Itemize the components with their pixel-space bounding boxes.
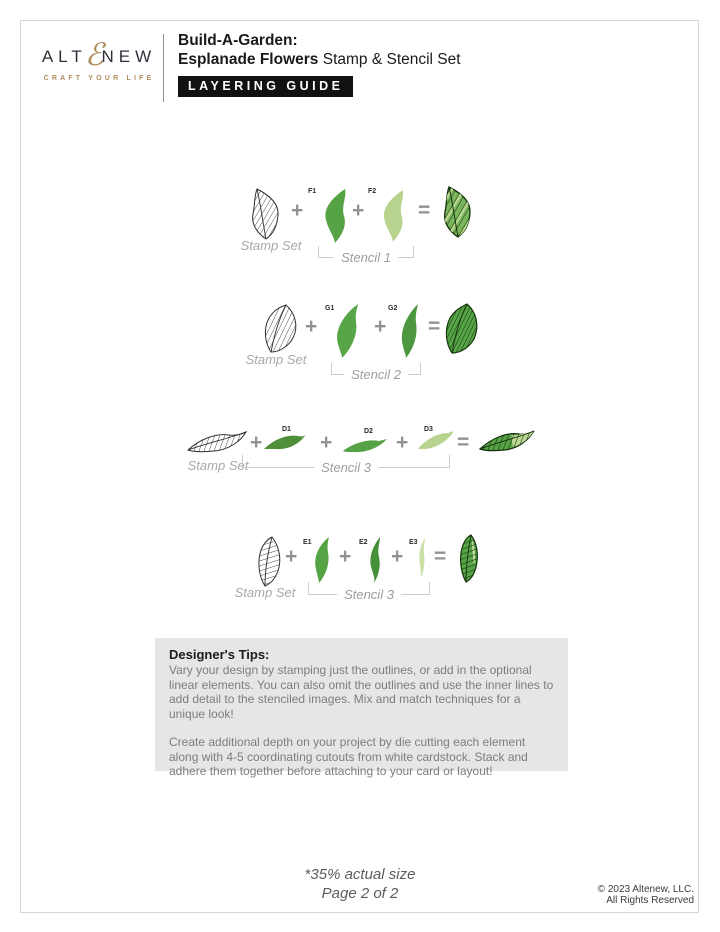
stencil-piece-label: E1	[303, 539, 312, 546]
logo-prefix: ALT	[41, 47, 87, 66]
stencil-piece-label: E2	[359, 539, 368, 546]
logo-tagline: CRAFT YOUR LIFE	[43, 75, 155, 82]
stencil-piece-label: G2	[388, 305, 398, 312]
copyright-line2: All Rights Reserved	[606, 895, 694, 906]
stencil-bracket	[308, 582, 430, 602]
stencil-piece-label: G1	[325, 305, 335, 312]
tips-heading: Designer's Tips:	[169, 647, 270, 662]
stencil-piece-label: F1	[308, 188, 317, 195]
stamp-set-label: Stamp Set	[240, 238, 302, 253]
stencil-layer-icon	[311, 537, 333, 583]
stencil-bracket	[318, 246, 414, 265]
stencil-layer-icon	[394, 304, 422, 358]
result-leaf-icon	[442, 303, 482, 357]
logo-wordmark	[38, 34, 160, 73]
stencil-label: Stencil 3	[314, 460, 378, 475]
stamp-set-label: Stamp Set	[234, 585, 296, 600]
result-leaf-icon	[478, 428, 536, 456]
result-leaf-icon	[435, 184, 479, 240]
plus-sign: +	[305, 315, 318, 338]
stencil-layer-icon	[366, 537, 384, 583]
stamp-set-label: Stamp Set	[187, 458, 249, 473]
footer-center	[250, 865, 470, 903]
stencil-piece-label: D1	[282, 426, 291, 433]
header-divider	[163, 34, 164, 102]
stencil-layer-icon	[262, 431, 308, 453]
logo-script-e-icon: ℰ	[84, 37, 104, 73]
title-rest: Stamp & Stencil Set	[318, 51, 461, 68]
equals-sign: =	[418, 199, 431, 222]
logo-suffix: NEW	[101, 47, 157, 66]
header-title-block	[178, 31, 461, 97]
plus-sign: +	[374, 315, 387, 338]
stencil-label: Stencil 3	[337, 587, 401, 602]
page-number: Page 2 of 2	[321, 885, 399, 902]
stencil-layer-icon	[373, 189, 415, 243]
stencil-label: Stencil 1	[334, 250, 398, 265]
altenew-logo	[38, 34, 160, 82]
plus-sign: +	[352, 199, 365, 222]
stencil-bracket	[331, 363, 421, 382]
stencil-layer-icon	[329, 304, 363, 358]
stencil-bracket	[242, 455, 450, 475]
page-title-line1: Build-A-Garden:	[178, 32, 298, 49]
plus-sign: +	[250, 431, 263, 454]
equals-sign: =	[428, 315, 441, 338]
stamp-leaf-icon	[251, 537, 285, 587]
copyright-line1: © 2023 Altenew, LLC.	[597, 884, 694, 895]
stencil-layer-icon	[416, 538, 428, 578]
plus-sign: +	[396, 431, 409, 454]
title-bold: Esplanade Flowers	[178, 51, 319, 68]
stamp-leaf-icon	[260, 304, 302, 354]
scale-note: *35% actual size	[304, 866, 416, 883]
result-leaf-icon	[455, 535, 481, 583]
stencil-layer-icon	[341, 437, 389, 455]
layering-guide-badge: LAYERING GUIDE	[178, 76, 353, 97]
tips-paragraph-2: Create additional depth on your project by die cutting each element along with 4-5 coordinating cutouts from white cardstock. Stack and adhere them together before attaching to your card or layout!	[169, 735, 528, 778]
tips-paragraph-1: Vary your design by stamping just the outlines, or add in the optional linear elements. You can also omit the outlines and use the inner lines to add detail to the stenciled images. Mix and match techniques for a unique look!	[169, 663, 554, 721]
equals-sign: =	[457, 431, 470, 454]
plus-sign: +	[291, 199, 304, 222]
plus-sign: +	[285, 545, 298, 568]
stamp-leaf-icon	[243, 187, 287, 241]
stencil-piece-label: F2	[368, 188, 377, 195]
page-title-line2	[178, 50, 461, 69]
designers-tips-box	[155, 638, 568, 778]
stamp-set-label: Stamp Set	[245, 352, 307, 367]
stencil-label: Stencil 2	[344, 367, 408, 382]
stamp-leaf-icon	[186, 429, 248, 457]
plus-sign: +	[339, 545, 352, 568]
stencil-piece-label: D3	[424, 426, 433, 433]
equals-sign: =	[434, 545, 447, 568]
stencil-piece-label: E3	[409, 539, 418, 546]
plus-sign: +	[391, 545, 404, 568]
copyright	[598, 884, 694, 906]
stencil-piece-label: D2	[364, 428, 373, 435]
stencil-layer-icon	[416, 430, 456, 452]
plus-sign: +	[320, 431, 333, 454]
